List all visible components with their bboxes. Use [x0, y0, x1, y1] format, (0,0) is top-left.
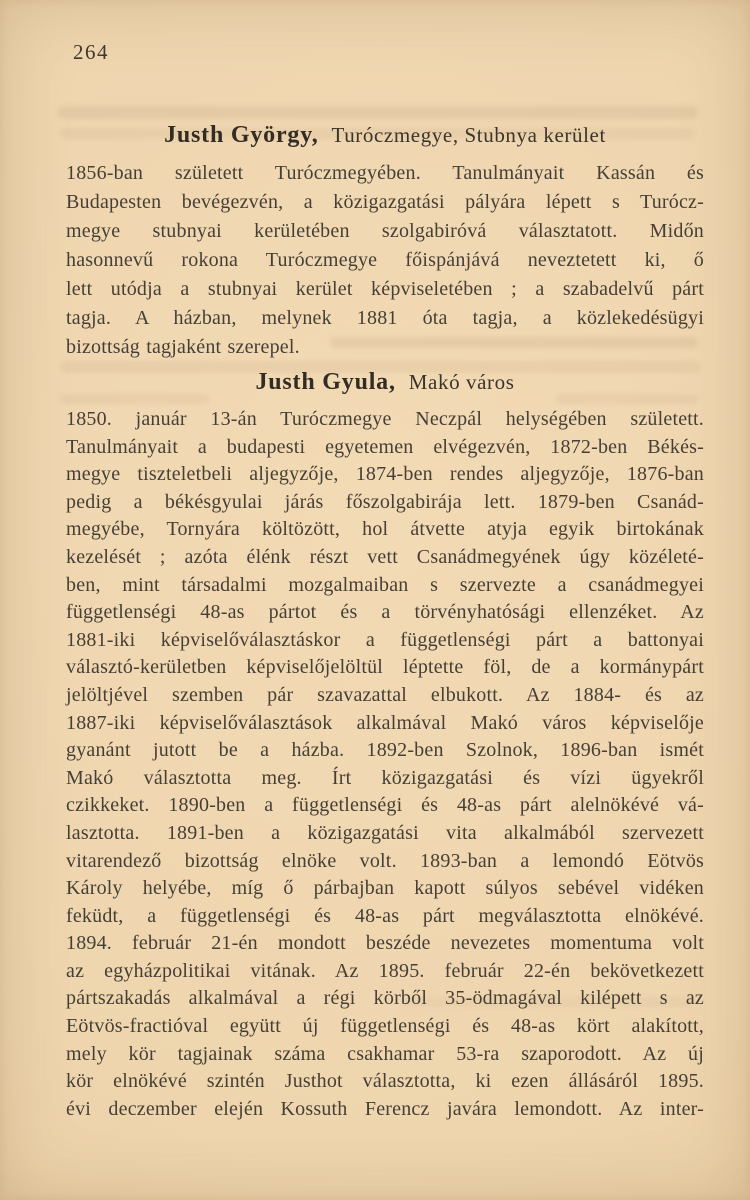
text-line: mely kör tagjainak száma csakhamar 53-ra szaporodott. Az új [66, 1042, 704, 1065]
text-line: megye stubnyai kerületében szolgabiróvá választatott. Midőn [66, 220, 704, 242]
text-line: Makó választotta meg. Írt közigazgatási és vízi ügyekről [66, 766, 704, 789]
text-line: pedig a békésgyulai járás főszolgabirája lett. 1879-ben Csanád- [66, 490, 704, 513]
text-line: jelöltjével szemben pár szavazattal elbukott. Az 1884- és az [66, 683, 704, 706]
text-line: évi deczember elején Kossuth Ferencz javára lemondott. Az inter- [66, 1097, 704, 1120]
text-line: megyébe, Tornyára költözött, hol átvette atyja egyik birtokának [66, 518, 704, 541]
text-line: 1850. január 13-án Turóczmegye Neczpál helységében született. [66, 408, 704, 430]
text-line: függetlenségi 48-as pártot és a törvényhatósági ellenzéket. Az [66, 601, 704, 624]
text-line: vitarendező bizottság elnöke volt. 1893-ban a lemondó Eötvös [66, 849, 704, 872]
text-line: Tanulmányait a budapesti egyetemen elvégezvén, 1872-ben Békés- [66, 435, 704, 458]
page-number: 264 [73, 40, 109, 64]
show-through-smudge [58, 106, 698, 119]
text-line: megye tiszteletbeli aljegyzője, 1874-ben rendes aljegyzője, 1876-ban [66, 463, 704, 486]
text-line: 1894. február 21-én mondott beszéde nevezetes momentuma volt [66, 932, 704, 955]
text-line: lasztotta. 1891-ben a közigazgatási vita alkalmából szervezett [66, 821, 704, 844]
text-line: hasonnevű rokona Turóczmegye főispánjává neveztetett ki, ő [66, 249, 704, 271]
text-line: 1881-iki képviselőválasztáskor a függetlenségi párt a battonyai [66, 628, 704, 651]
entry-name: Justh Gyula, [255, 369, 396, 395]
text-line: lett utódja a stubnyai kerület képviseletében ; a szabadelvű párt [66, 278, 704, 300]
text-line: az egyházpolitikai vitának. Az 1895. február 22-én bekövetkezett [66, 959, 704, 982]
text-line: 1887-iki képviselőválasztások alkalmával Makó város képviselője [66, 711, 704, 734]
text-line: választó-kerületben képviselőjelöltül léptette föl, de a kormánypárt [66, 656, 704, 679]
text-line: bizottság tagjaként szerepel. [66, 336, 300, 358]
entry-name: Justh György, [164, 122, 319, 148]
text-line: kezelését ; azóta élénk részt vett Csanádmegyének úgy közéleté- [66, 545, 704, 568]
text-line: gyanánt jutott be a házba. 1892-ben Szolnok, 1896-ban ismét [66, 739, 704, 762]
text-line: Budapesten bevégezvén, a közigazgatási pályára lépett s Turócz- [66, 191, 704, 213]
entry-body-text [66, 406, 704, 1123]
text-line: tagja. A házban, melynek 1881 óta tagja, a közlekedésügyi [66, 307, 704, 329]
entry-district: Makó város [408, 370, 515, 394]
biography-entry-justh-gyorgy [66, 121, 704, 362]
entry-body-text [66, 159, 704, 362]
biography-entry-justh-gyula [66, 368, 704, 1123]
text-line: feküdt, a függetlenségi és 48-as párt megválasztotta elnökévé. [66, 904, 704, 927]
entry-district: Turóczmegye, Stubnya kerület [331, 123, 606, 147]
entry-heading [66, 368, 704, 396]
text-line: pártszakadás alkalmával a régi körből 35-ödmagával kilépett s az [66, 987, 704, 1010]
text-line: ben, mint társadalmi mozgalmaiban s szervezte a csanádmegyei [66, 573, 704, 596]
text-line: Károly helyébe, míg ő párbajban kapott súlyos sebével vidéken [66, 877, 704, 900]
text-line: czikkeket. 1890-ben a függetlenségi és 48-as párt alelnökévé vá- [66, 794, 704, 817]
text-line: kör elnökévé szintén Justhot választotta, ki ezen állásáról 1895. [66, 1070, 704, 1093]
text-line: Eötvös-fractióval együtt új függetlenségi és 48-as kört alakított, [66, 1015, 704, 1038]
entry-heading [66, 121, 704, 149]
text-line: 1856-ban született Turóczmegyében. Tanulmányait Kassán és [66, 162, 704, 184]
